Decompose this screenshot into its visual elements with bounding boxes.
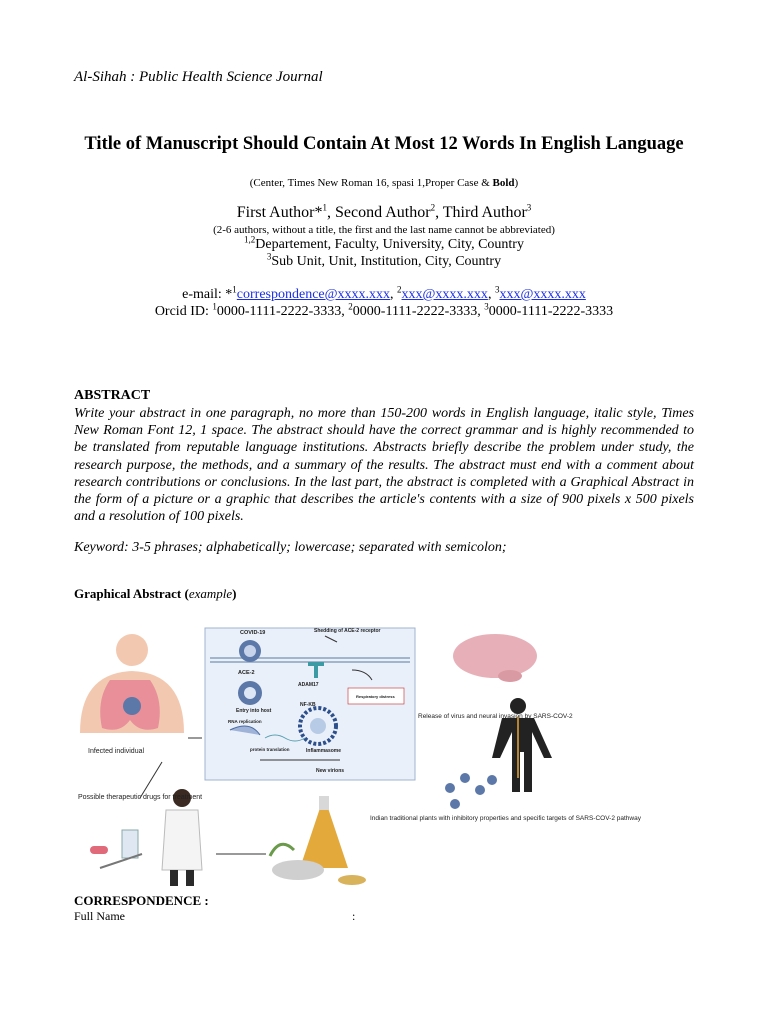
- label-plants: Indian traditional plants with inhibitory properties and specific targets of SARS-COV-2 pathway: [370, 815, 641, 822]
- first-author-sup: 1: [322, 202, 328, 213]
- label-adam: ADAM17: [298, 682, 319, 688]
- ace2-virus-icon: [238, 681, 262, 705]
- title-note: [0, 177, 768, 189]
- graphical-abstract-figure: [70, 618, 641, 890]
- affiliation-1-text: Departement, Faculty, University, City, Country: [255, 237, 524, 252]
- email-link-1[interactable]: correspondence@xxxx.xxx: [236, 287, 391, 302]
- ga-end: ): [232, 586, 237, 601]
- email-sup-1: 1: [232, 284, 237, 295]
- email-sup-3: 3: [494, 284, 500, 295]
- label-virions: New virions: [316, 768, 345, 774]
- correspondence-heading: CORRESPONDENCE :: [74, 893, 209, 908]
- herbal-plants-illustration: [270, 796, 366, 885]
- third-author: , Third Author: [435, 204, 527, 221]
- email-line: [0, 284, 768, 303]
- orcid-line: [0, 301, 768, 320]
- email-link-3[interactable]: xxx@xxxx.xxx: [499, 287, 586, 302]
- virus-icon: [239, 640, 261, 662]
- orcid-id-3: 0000-1111-2222-3333: [488, 304, 614, 319]
- title-note-text: (Center, Times New Roman 16, spasi 1,Proper Case &: [249, 177, 493, 189]
- email-label: e-mail: *: [182, 287, 233, 302]
- journal-name: Al-Sihah : Public Health Science Journal: [74, 69, 323, 85]
- email-link-2[interactable]: xxx@xxxx.xxx: [401, 287, 488, 302]
- orcid-sep-2: ,: [477, 304, 485, 319]
- arrow-drugs: [132, 760, 162, 798]
- label-covid: COVID-19: [240, 630, 266, 636]
- affiliation-1-sup: 1,2: [244, 234, 256, 245]
- title-note-end: ): [514, 177, 519, 189]
- label-infected: Infected individual: [88, 748, 145, 755]
- second-author: , Second Author: [327, 204, 431, 221]
- full-name-colon: :: [352, 909, 356, 923]
- label-release: Release of virus and neural invasion by SARS-COV-2: [418, 713, 573, 720]
- abstract-text: Write your abstract in one paragraph, no more than 150-200 words in English language, italic style, Times New Roman Font 12, 1 space. The abstract should have the correct grammar and is highly recommended to be translated from reputable language institutions. Abstracts briefly describe the problem under study, the research purpose, the methods, and a summary of the results. The abstract must end with a comment about research contributions or conclusions. In the last part, the abstract is completed with a Graphical Abstract in the form of a picture or a graphic that describes the article's contents with a size of 900 pixels x 500 pixels and a resolution of 100 pixels.: [74, 406, 694, 525]
- label-drugs: Possible therapeutic drugs for treatment: [78, 794, 203, 801]
- email-sup-2: 2: [397, 284, 402, 295]
- ga-example: example: [188, 586, 233, 601]
- graphical-abstract-heading: [74, 586, 236, 602]
- authors-note: (2-6 authors, without a title, the first and the last name cannot be abbreviated): [213, 224, 555, 236]
- doctor-illustration: [162, 789, 202, 886]
- orcid-label: Orcid ID:: [154, 304, 213, 319]
- affiliation-2: [0, 251, 768, 270]
- infected-individual-illustration: [80, 634, 184, 733]
- second-author-sup: 2: [430, 202, 436, 213]
- virions-cluster-icon: [445, 773, 497, 809]
- pills-syringe-icon: [90, 830, 142, 868]
- third-author-sup: 3: [526, 202, 532, 213]
- label-resp: Respiratory distress: [356, 694, 395, 699]
- label-nfkb: NF-KB: [300, 702, 316, 708]
- label-inflam: Inflammasome: [306, 748, 342, 754]
- keyword-line: Keyword: 3-5 phrases; alphabetically; lowercase; separated with semicolon;: [74, 540, 507, 555]
- orcid-id-2: 0000-1111-2222-3333: [352, 304, 478, 319]
- title-note-bold: Bold: [492, 177, 515, 189]
- full-name-label: Full Name: [74, 909, 125, 923]
- orcid-sup-3: 3: [484, 301, 489, 312]
- brain-illustration: [453, 634, 537, 682]
- label-protein: protein translation: [250, 747, 290, 752]
- orcid-id-1: 0000-1111-2222-3333: [216, 304, 342, 319]
- abstract-heading: ABSTRACT: [74, 388, 151, 403]
- label-rna: RNA replication: [228, 719, 262, 724]
- orcid-sep-1: ,: [341, 304, 349, 319]
- label-entry: Entry into host: [236, 708, 272, 714]
- manuscript-title: Title of Manuscript Should Contain At Most 12 Words In English Language: [84, 134, 684, 154]
- affiliation-2-sup: 3: [266, 251, 272, 262]
- first-author: First Author*: [236, 204, 323, 221]
- label-shedding: Shedding of ACE-2 receptor: [314, 628, 381, 634]
- author-list: [0, 204, 768, 222]
- ga-label: Graphical Abstract (: [74, 586, 189, 601]
- affiliation-1: [0, 234, 768, 253]
- orcid-sup-1: 1: [212, 301, 217, 312]
- email-sep-2: ,: [487, 287, 495, 302]
- orcid-sup-2: 2: [348, 301, 353, 312]
- label-ace2: ACE-2: [238, 670, 255, 676]
- email-sep-1: ,: [390, 287, 398, 302]
- affiliation-2-text: Sub Unit, Unit, Institution, City, Country: [271, 254, 502, 269]
